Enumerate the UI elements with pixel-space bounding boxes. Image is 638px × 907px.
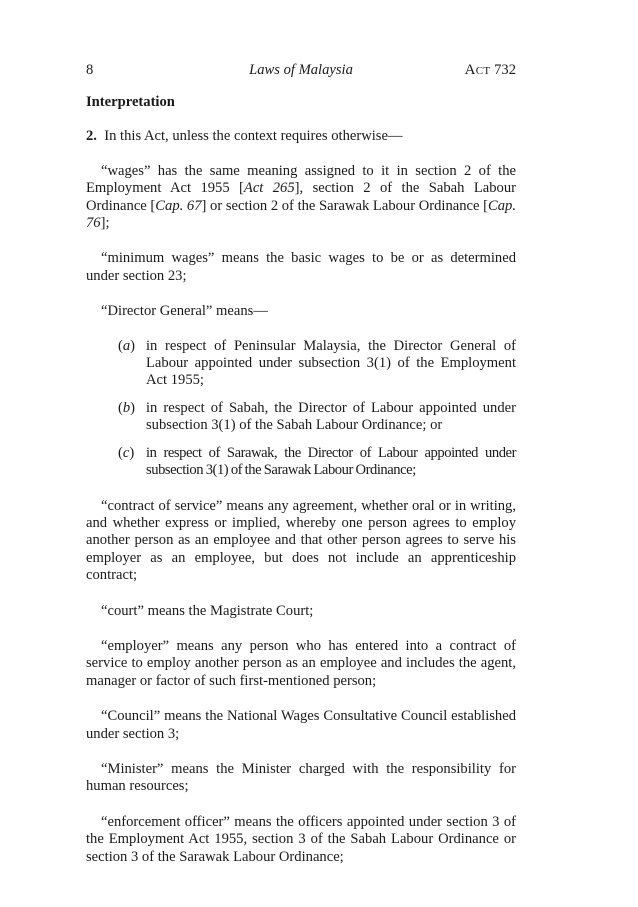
director-general-item-c [86, 445, 516, 480]
header-title: Laws of Malaysia [249, 62, 353, 78]
definition-wages-text-1: “wages” has the same meaning assigned to it in section 2 of the Employment Act 1955 [ [86, 162, 516, 197]
definition-director-general: “Director General” means— [101, 303, 268, 320]
definition-council: “Council” means the National Wages Consultative Council established under section 3; [86, 708, 516, 742]
section-number: 2. [86, 128, 97, 145]
definition-wages-text-3: ] or section 2 of the Sarawak Labour Ordinance [ [201, 197, 489, 214]
item-label-letter: a [122, 337, 131, 354]
running-header [86, 62, 516, 84]
item-text: in respect of Peninsular Malaysia, the Director General of Labour appointed under subsection 3(1) of the Employment Act 1955; [146, 337, 516, 389]
item-label: (a) [118, 337, 136, 354]
page-number: 8 [86, 62, 94, 78]
citation-act-265: Act 265 [243, 180, 295, 197]
section-2-intro [86, 128, 516, 145]
definition-contract-of-service: “contract of service” means any agreement, whether oral or in writing, and whether express or implied, whereby one person agrees to employ another person as an employee and that other person agrees to serve his employer as an employee, but does not include an apprenticeship contract; [86, 497, 516, 584]
director-general-item-b [86, 400, 516, 435]
header-act [465, 62, 516, 79]
director-general-item-a [86, 338, 516, 390]
definition-employer: “employer” means any person who has entered into a contract of service to employ another person as an employee and includes the agent, manager or factor of such first-mentioned person; [86, 637, 516, 689]
item-label: (b) [118, 399, 136, 416]
item-text: in respect of Sabah, the Director of Labour appointed under subsection 3(1) of the Sabah Labour Ordinance; or [146, 399, 516, 434]
definition-wages [86, 163, 516, 233]
item-label: (c) [118, 444, 135, 461]
act-number: 732 [494, 62, 516, 78]
citation-cap-76: Cap. 76 [86, 197, 516, 232]
definition-minister: “Minister” means the Minister charged with the responsibility for human resources; [86, 760, 516, 795]
act-label: Act [464, 62, 491, 78]
definition-enforcement-officer: “enforcement officer” means the officers appointed under section 3 of the Employment Act 1955, section 3 of the Sabah Labour Ordinance or section 3 of the Sarawak Labour Ordinance; [86, 813, 516, 865]
definition-court: “court” means the Magistrate Court; [101, 602, 314, 619]
item-label-letter: b [122, 399, 131, 416]
item-label-letter: c [122, 444, 130, 461]
citation-cap-67: Cap. 67 [155, 197, 202, 214]
item-text: in respect of Sarawak, the Director of Labour appointed under subsection 3(1) of the Sarawak Labour Ordinance; [146, 444, 516, 479]
definition-wages-text-2: ], section 2 of the Sabah Labour Ordinance [ [86, 180, 516, 214]
definition-minimum-wages: “minimum wages” means the basic wages to be or as determined under section 23; [86, 250, 516, 284]
section-heading: Interpretation [86, 94, 175, 110]
section-text: In this Act, unless the context requires otherwise— [104, 128, 403, 145]
definition-wages-text-4: ]; [100, 215, 110, 232]
document-page [86, 62, 516, 866]
